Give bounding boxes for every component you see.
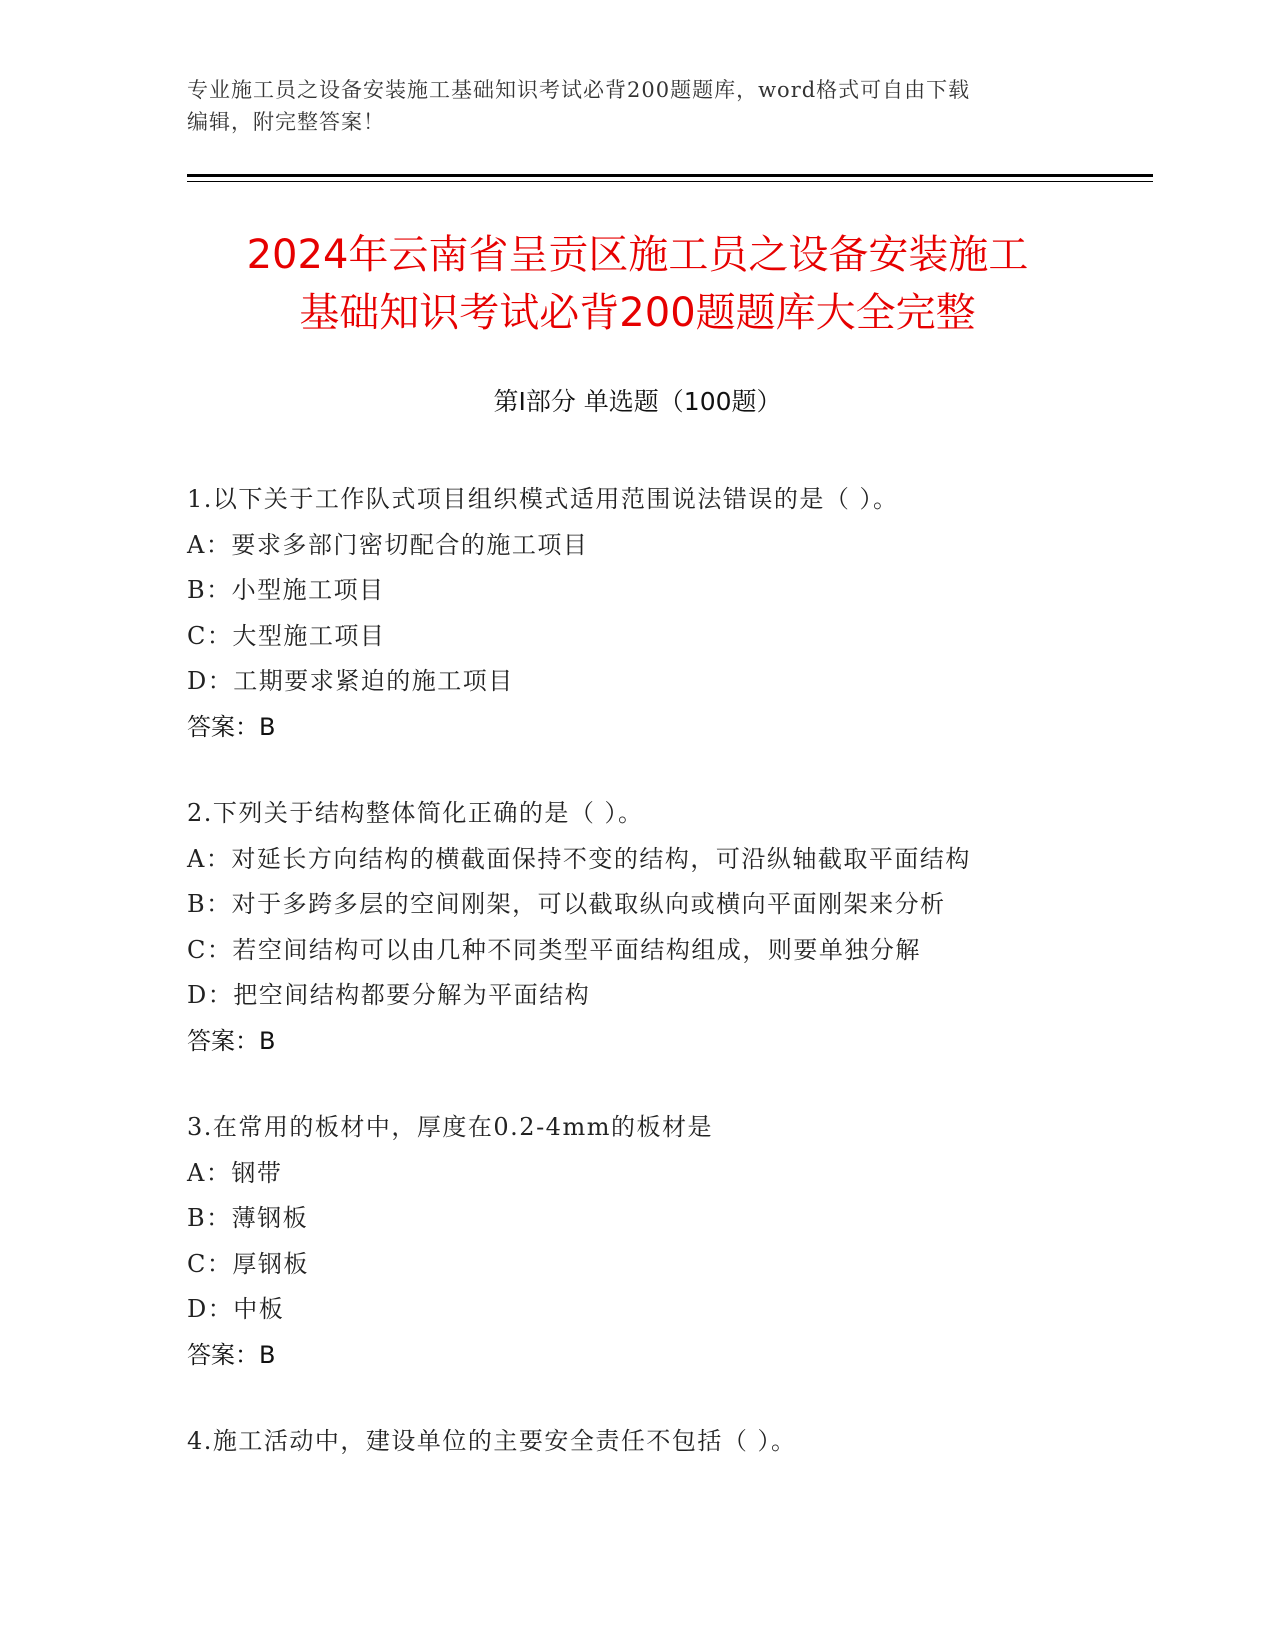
question-2 bbox=[187, 791, 1147, 1064]
answer-label: 答案： bbox=[187, 1340, 259, 1369]
document-title-line1: 2024年云南省呈贡区施工员之设备安装施工 bbox=[246, 232, 1029, 278]
header-note bbox=[187, 74, 1087, 138]
option-a: A：对延长方向结构的横截面保持不变的结构，可沿纵轴截取平面结构 bbox=[187, 844, 971, 873]
question-list bbox=[187, 477, 1147, 1506]
answer-value: B bbox=[259, 712, 276, 741]
answer bbox=[187, 1019, 1147, 1065]
question-stem: 4.施工活动中，建设单位的主要安全责任不包括（ ）。 bbox=[187, 1427, 797, 1455]
header-rule-thin bbox=[187, 181, 1153, 182]
option-b: B：对于多跨多层的空间刚架，可以截取纵向或横向平面刚架来分析 bbox=[187, 890, 946, 918]
option-b: B：小型施工项目 bbox=[187, 576, 385, 604]
question-4 bbox=[187, 1419, 1147, 1465]
question-stem: 3.在常用的板材中，厚度在0.2-4mm的板材是 bbox=[187, 1113, 713, 1141]
answer-value: B bbox=[259, 1340, 276, 1369]
header-rule-thick bbox=[187, 174, 1153, 177]
option-b: B：薄钢板 bbox=[187, 1204, 309, 1232]
answer bbox=[187, 705, 1147, 751]
header-note-line1: 专业施工员之设备安装施工基础知识考试必背200题题库，word格式可自由下载 bbox=[187, 78, 971, 102]
section-title: 第Ⅰ部分 单选题（100题） bbox=[493, 387, 782, 416]
option-c: C：厚钢板 bbox=[187, 1249, 309, 1278]
option-c: C：大型施工项目 bbox=[187, 621, 386, 650]
option-a: A：钢带 bbox=[187, 1158, 283, 1187]
option-c: C：若空间结构可以由几种不同类型平面结构组成，则要单独分解 bbox=[187, 935, 921, 964]
option-a: A：要求多部门密切配合的施工项目 bbox=[187, 530, 589, 559]
option-d: D：中板 bbox=[187, 1295, 285, 1323]
answer-label: 答案： bbox=[187, 1026, 259, 1055]
question-stem: 2.下列关于结构整体简化正确的是（ ）。 bbox=[187, 799, 644, 827]
header-note-line2: 编辑，附完整答案！ bbox=[187, 110, 385, 134]
answer bbox=[187, 1333, 1147, 1379]
answer-value: B bbox=[259, 1026, 276, 1055]
option-d: D：把空间结构都要分解为平面结构 bbox=[187, 981, 591, 1009]
question-stem: 1.以下关于工作队式项目组织模式适用范围说法错误的是（ ）。 bbox=[187, 485, 899, 513]
answer-label: 答案： bbox=[187, 712, 259, 741]
question-3 bbox=[187, 1105, 1147, 1378]
option-d: D：工期要求紧迫的施工项目 bbox=[187, 667, 514, 695]
question-1 bbox=[187, 477, 1147, 750]
document-title-line2: 基础知识考试必背200题题库大全完整 bbox=[299, 290, 976, 336]
document-title bbox=[150, 226, 1125, 342]
